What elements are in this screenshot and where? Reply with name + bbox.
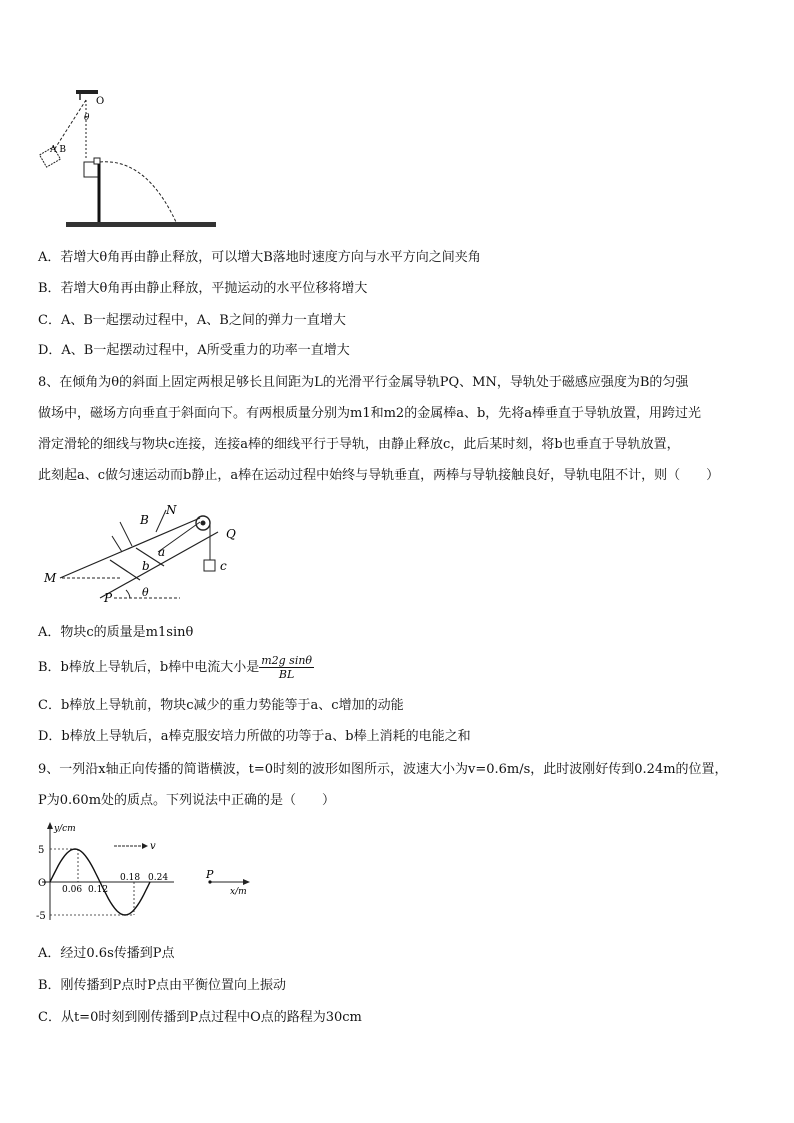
q8-option-c: C．b棒放上导轨前，物块c减少的重力势能等于a、c增加的动能 bbox=[38, 698, 404, 713]
q8-option-a: A．物块c的质量是m1sinθ bbox=[38, 625, 194, 640]
label-ab: A B bbox=[50, 145, 66, 155]
y-tick-5: 5 bbox=[38, 845, 45, 856]
q8-stem-line: 此刻起a、c做匀速运动而b静止，a棒在运动过程中始终与导轨垂直，两棒与导轨接触良好，导轨电阻不计，则（ ） bbox=[38, 468, 720, 483]
theta-arc bbox=[126, 590, 130, 598]
q9-stem-line: 9、一列沿x轴正向传播的简谐横波，t=0时刻的波形如图所示，波速大小为v=0.6m/s，此时波刚好传到0.24m的位置， bbox=[38, 762, 728, 777]
x-axis-label: x/m bbox=[230, 887, 247, 897]
label-c: c bbox=[220, 559, 227, 573]
q9-option-b: B．刚传播到P点时P点由平衡位置向上振动 bbox=[38, 978, 287, 993]
label-m: M bbox=[44, 571, 57, 585]
x-axis-arrow bbox=[243, 879, 250, 885]
q7-option-b: B．若增大θ角再由静止释放，平抛运动的水平位移将增大 bbox=[38, 281, 368, 296]
block-c bbox=[204, 560, 215, 571]
pendulum-string bbox=[54, 100, 86, 150]
label-b-rod: b bbox=[142, 559, 150, 573]
label-theta: θ bbox=[84, 113, 90, 123]
q8-stem bbox=[38, 367, 760, 491]
label-p: P bbox=[104, 591, 113, 605]
label-theta: θ bbox=[142, 586, 149, 599]
block-b-rest bbox=[94, 158, 100, 164]
x-tick-024: 0.24 bbox=[148, 873, 169, 883]
velocity-arrowhead bbox=[142, 843, 148, 849]
field-line-b bbox=[120, 522, 132, 546]
q8-option-d: D．b棒放上导轨后，a棒克服安培力所做的功等于a、b棒上消耗的电能之和 bbox=[38, 729, 471, 744]
wave-chart bbox=[34, 820, 254, 924]
y-tick-neg5: -5 bbox=[36, 911, 46, 922]
projectile-path bbox=[100, 162, 176, 222]
velocity-label: v bbox=[150, 841, 156, 852]
x-tick-018: 0.18 bbox=[120, 873, 141, 883]
y-axis-arrow bbox=[47, 822, 53, 829]
label-a: a bbox=[158, 545, 166, 559]
x-tick-006: 0.06 bbox=[62, 885, 83, 895]
q9-stem-line: P为0.60m处的质点。下列说法中正确的是（ ） bbox=[38, 793, 336, 808]
ceiling-support bbox=[76, 90, 98, 94]
normal-line-n bbox=[156, 510, 166, 532]
q7-option-c: C．A、B一起摆动过程中，A、B之间的弹力一直增大 bbox=[38, 313, 346, 328]
rod-b bbox=[110, 560, 140, 580]
q8-option-b-prefix: B．b棒放上导轨后，b棒中电流大小是 bbox=[38, 660, 260, 675]
rail-mn bbox=[60, 518, 200, 578]
incline-rails-figure bbox=[40, 502, 260, 606]
point-p-label: P bbox=[206, 868, 214, 881]
q9-stem bbox=[38, 754, 760, 816]
label-o: O bbox=[96, 96, 105, 107]
q7-option-a: A．若增大θ角再由静止释放，可以增大B落地时速度方向与水平方向之间夹角 bbox=[38, 250, 481, 265]
ground bbox=[66, 222, 216, 227]
label-b: B bbox=[140, 513, 149, 527]
pendulum-figure bbox=[36, 86, 216, 228]
q8-stem-line: 做场中，磁场方向垂直于斜面向下。有两根质量分别为m1和m2的金属棒a、b，先将a棒垂直于导轨放置，用跨过光 bbox=[38, 406, 702, 421]
y-axis-label: y/cm bbox=[54, 824, 76, 834]
label-q: Q bbox=[226, 527, 236, 541]
q9-option-c: C．从t=0时刻到刚传播到P点过程中O点的路程为30cm bbox=[38, 1010, 362, 1025]
current-fraction bbox=[259, 654, 314, 681]
q9-option-a: A．经过0.6s传播到P点 bbox=[38, 946, 175, 961]
fraction-denominator: BL bbox=[278, 668, 295, 681]
q7-option-d: D．A、B一起摆动过程中，A所受重力的功率一直增大 bbox=[38, 343, 350, 358]
q8-stem-line: 滑定滑轮的细线与物块c连接，连接a棒的细线平行于导轨，由静止释放c，此后某时刻，将b也垂直于导轨放置， bbox=[38, 437, 680, 452]
field-arrow bbox=[112, 536, 122, 552]
fraction-numerator: m2g sinθ bbox=[261, 654, 313, 667]
q8-option-b bbox=[38, 654, 314, 681]
pulley-axle bbox=[201, 521, 206, 526]
x-tick-012: 0.12 bbox=[88, 885, 109, 895]
y-tick-o: O bbox=[38, 878, 47, 889]
label-n: N bbox=[166, 503, 177, 517]
q8-stem-line: 8、在倾角为θ的斜面上固定两根足够长且间距为L的光滑平行金属导轨PQ、MN，导轨处于磁感应强度为B的匀强 bbox=[38, 375, 689, 390]
